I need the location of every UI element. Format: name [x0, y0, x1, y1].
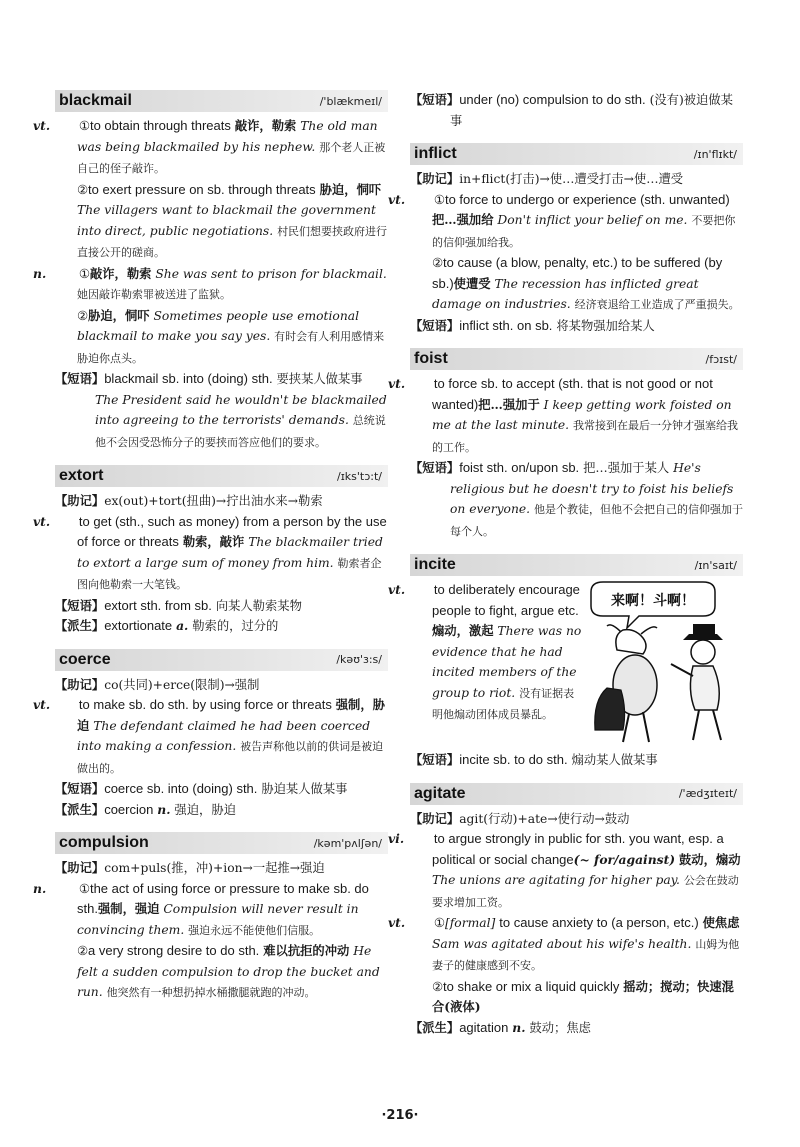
incite-body — [388, 580, 743, 750]
headword-bar — [410, 783, 743, 805]
headword: incite — [414, 556, 456, 573]
derivative: 【派生】agitation n. 鼓动；焦虑 — [410, 1019, 591, 1035]
entry-coerce — [33, 649, 388, 821]
page-number: ·216· — [381, 1108, 419, 1123]
pronunciation: /fɔɪst/ — [705, 352, 737, 366]
phrase: 【短语】blackmail sb. into (doing) sth. 要挟某人做某事 The President said he wouldn't be blackmailed into agreeing to the terrorists' demands. 总统说他不会因受恐怖分子的要挟而答应他们的要求。 — [55, 371, 387, 449]
headword-bar — [55, 832, 388, 854]
phrase: 【短语】extort sth. from sb. 向某人勒索某物 — [55, 597, 302, 613]
entry-blackmail — [33, 90, 388, 453]
definition-vt-2: ②to cause (a blow, penalty, etc.) to be suffered (by sb.)使遭受 The recession has inflicted great damage on industries. 经济衰退给工业造成了严重损失。 — [432, 255, 740, 311]
definition-vt: vt. to make sb. do sth. by using force or threats 强制，胁迫 The defendant claimed he had been coerced into making a confession. 被告声称他以前的供词是被迫做出的。 — [33, 697, 385, 775]
cartoon-figures-icon — [583, 580, 743, 750]
definition-vt-1: vt. ①[formal] to cause anxiety to (a person, etc.) 使焦虑 Sam was agitated about his wife's health. 山姆为他妻子的健康感到不安。 — [388, 915, 740, 972]
pronunciation: /kəm'pʌlʃən/ — [313, 836, 382, 850]
entry-foist — [388, 348, 743, 542]
memo: 【助记】agit(行动)+ate→使行动→鼓动 — [410, 810, 630, 826]
headword-bar — [410, 554, 743, 576]
phrase: 【短语】foist sth. on/upon sb. 把…强加于某人 He's religious but he doesn't try to foist his beliefs on everyone. 他是个教徒，但他不会把自己的信仰强加于每个人。 — [410, 460, 743, 538]
pronunciation: /'ædʒɪteɪt/ — [678, 787, 737, 800]
headword: agitate — [414, 784, 466, 802]
definition-vt-1: vt. ①to obtain through threats 敲诈，勒索 The old man was being blackmailed by his nephew. 那个老人正被自己的侄子敲诈。 — [33, 118, 386, 175]
definition-n-2: ②胁迫，恫吓 Sometimes people use emotional blackmail to make you say yes. 有时会有人利用感情来胁迫你点头。 — [77, 307, 385, 365]
entry-extort — [33, 465, 388, 637]
entry-compulsion — [33, 832, 388, 1004]
phrase: 【短语】under (no) compulsion to do sth. (没有)被迫做某事 — [410, 92, 733, 128]
left-column — [33, 90, 388, 1016]
cartoon-speech-text: 来啊！斗啊！ — [611, 593, 695, 609]
definition-n-2: ②a very strong desire to do sth. 难以抗拒的冲动 He felt a sudden compulsion to drop the bucket and run. 他突然有一种想扔掉水桶撒腿就跑的冲动。 — [77, 943, 380, 999]
derivative: 【派生】extortionate a. 勒索的，过分的 — [55, 618, 279, 633]
headword: compulsion — [59, 834, 149, 851]
headword: extort — [59, 467, 104, 484]
definition-vt: vt. to get (sth., such as money) from a person by the use of force or threats 勒索，敲诈 The blackmailer tried to extort a large sum of money from him. 勒索者企图向他勒索一大笔钱。 — [33, 513, 387, 591]
phrase: 【短语】coerce sb. into (doing) sth. 胁迫某人做某事 — [55, 781, 348, 796]
pronunciation: /ɪks'tɔ:t/ — [337, 469, 382, 483]
headword: inflict — [414, 145, 457, 162]
definition-vt: vt. to deliberately encourage people to fight, argue etc.煽动，激起 There was no evidence that he had incited members of the group to riot. 没有证据表明他煽动团体成员暴乱。 — [388, 582, 582, 721]
definition-vi: vi. to argue strongly in public for sth. you want, esp. a political or social change(~ for/against) 鼓动，煽动 The unions are agitating for higher pay. 公会在鼓动要求增加工资。 — [388, 831, 741, 909]
definition-vt-2: ②to exert pressure on sb. through threats 胁迫，恫吓 The villagers want to blackmail the government into direct, public negotiations. 村民们想要挟政府进行直接公开的磋商。 — [77, 181, 388, 259]
phrase: 【短语】inflict sth. on sb. 将某物强加给某人 — [410, 317, 655, 333]
headword-bar — [55, 649, 388, 671]
phrase: 【短语】incite sb. to do sth. 煽动某人做某事 — [410, 752, 658, 767]
entry-compulsion-continued — [410, 90, 743, 131]
right-column — [388, 90, 743, 1050]
headword-bar — [410, 348, 743, 370]
entry-inflict — [388, 143, 743, 336]
pronunciation: /'blækmeɪl/ — [319, 94, 382, 108]
definition-vt: vt. to force sb. to accept (sth. that is not good or not wanted)把…强加于 I keep getting work foisted on me at the last minute. 我常接到在最后一分钟才强塞给我的工作。 — [388, 376, 738, 454]
derivative: 【派生】coercion n. 强迫，胁迫 — [55, 801, 236, 817]
memo: 【助记】com+puls(推，冲)+ion→一起推→强迫 — [55, 860, 325, 875]
cartoon-illustration — [583, 580, 743, 750]
definition-n-1: n. ①敲诈，勒索 She was sent to prison for blackmail. 她因敲诈勒索罪被送进了监狱。 — [33, 265, 387, 301]
headword: coerce — [59, 650, 111, 668]
headword-bar — [55, 90, 388, 112]
definition-n-1: n. ①the act of using force or pressure to make sb. do sth.强制，强迫 Compulsion will never result in convincing them. 强迫永远不能使他们信服。 — [33, 880, 369, 937]
memo: 【助记】in+flict(打击)→使…遭受打击→使…遭受 — [410, 171, 684, 186]
headword: blackmail — [59, 92, 132, 109]
memo: 【助记】co(共同)+erce(限制)→强制 — [55, 676, 260, 692]
pronunciation: /ɪn'flɪkt/ — [693, 147, 737, 161]
entry-incite — [388, 554, 743, 771]
pronunciation: /kəʊ'ɜ:s/ — [336, 653, 382, 666]
definition-vt-1: vt. ①to force to undergo or experience (sth. unwanted)把…强加给 Don't inflict your belief on me. 不要把你的信仰强加给我。 — [388, 191, 736, 249]
entry-agitate — [388, 783, 743, 1039]
headword-bar — [410, 143, 743, 165]
pronunciation: /ɪn'saɪt/ — [694, 558, 737, 572]
definition-vt-2: ②to shake or mix a liquid quickly 摇动；搅动；快速混合(液体) — [432, 978, 734, 1014]
headword: foist — [414, 350, 448, 367]
memo: 【助记】ex(out)+tort(扭曲)→拧出油水来→勒索 — [55, 493, 323, 508]
headword-bar — [55, 465, 388, 487]
